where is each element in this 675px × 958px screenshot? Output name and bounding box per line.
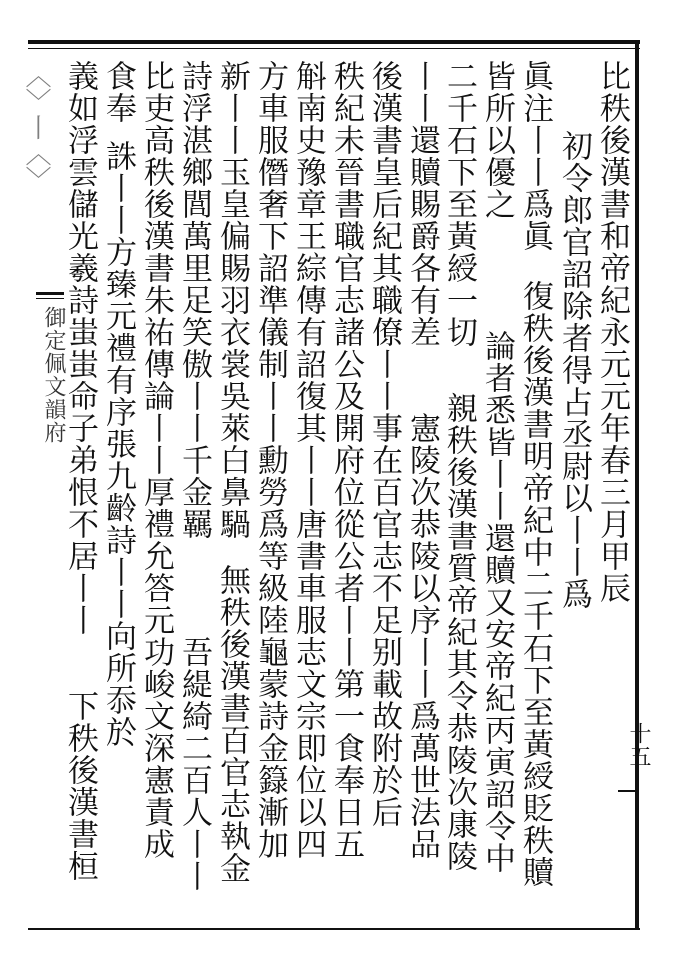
page-number: 十五	[626, 722, 651, 768]
text-column-5: 復秩後漢書明帝紀中二千石下至黃綬貶秩贖	[517, 280, 553, 888]
text-column-13: 斛南史豫章王綜傳有詔復其丨丨唐書車服志文宗即位以四	[290, 60, 326, 860]
text-column-10: 憲陵次恭陵以序丨丨爲萬世法品	[404, 412, 440, 860]
text-column-16: 無秩後漢書百官志執金	[214, 564, 250, 884]
text-column-22: 下秩後漢書桓	[62, 690, 98, 882]
text-column-7: 二千石下至黃綬一切	[441, 60, 477, 348]
book-title-side-label: 御定佩文韻府	[41, 306, 66, 444]
text-column-6: 論者悉皆丨丨還贖又安帝紀丙寅詔令中	[479, 330, 515, 874]
text-column-20: 食奉	[100, 60, 136, 124]
text-column-14: 方車服僭奢下詔準儀制丨丨勳勞爲等級陸龜蒙詩金籙漸加	[252, 60, 288, 860]
text-column-3: 眞注丨丨爲眞	[517, 60, 553, 252]
margin-characters: 〈〉丨〈〉	[21, 62, 51, 192]
text-column-11: 後漢書皇后紀其職僚丨丨事在百官志不足别載故附於后	[366, 60, 402, 828]
text-column-4: 皆所以優之	[479, 60, 515, 220]
text-column-8: 親秩後漢書質帝紀其令恭陵次康陵	[441, 392, 477, 872]
text-column-18: 吾緹綺二百人丨丨	[176, 636, 212, 892]
right-border	[635, 40, 639, 930]
text-column-21: 誅丨丨方臻元禮有序張九齡詩丨丨向所忝於	[100, 140, 136, 748]
text-column-12: 秩紀未晉書職官志諸公及開府位從公者丨丨第一食奉日五	[328, 60, 364, 860]
text-column-9: 丨丨還贖賜爵各有差	[404, 60, 440, 348]
bottom-border	[28, 928, 640, 930]
fold-rule-top	[36, 292, 64, 295]
text-column-23: 義如浮雲儲光羲詩蚩蚩命子弟恨不居丨丨	[62, 60, 98, 636]
top-border	[28, 40, 640, 44]
text-column-17: 詩浮湛鄉閭萬里足笑傲丨丨千金羈	[176, 60, 212, 540]
top-border-inner	[28, 48, 640, 49]
text-column-r1: 比秩後漢書和帝紀永元元年春三月甲辰	[594, 60, 630, 604]
text-column-15: 新丨丨玉皇偏賜羽衣裳吳萊白鼻騧	[214, 60, 250, 540]
fold-rule-bottom	[36, 298, 64, 299]
text-column-r2: 初令郎官詔除者得占丞尉以丨丨爲	[556, 130, 592, 610]
text-column-19: 比吏高秩後漢書朱祐傳論丨丨厚禮允答元功峻文深憲責成	[138, 60, 174, 860]
pagenum-rule	[618, 790, 636, 792]
